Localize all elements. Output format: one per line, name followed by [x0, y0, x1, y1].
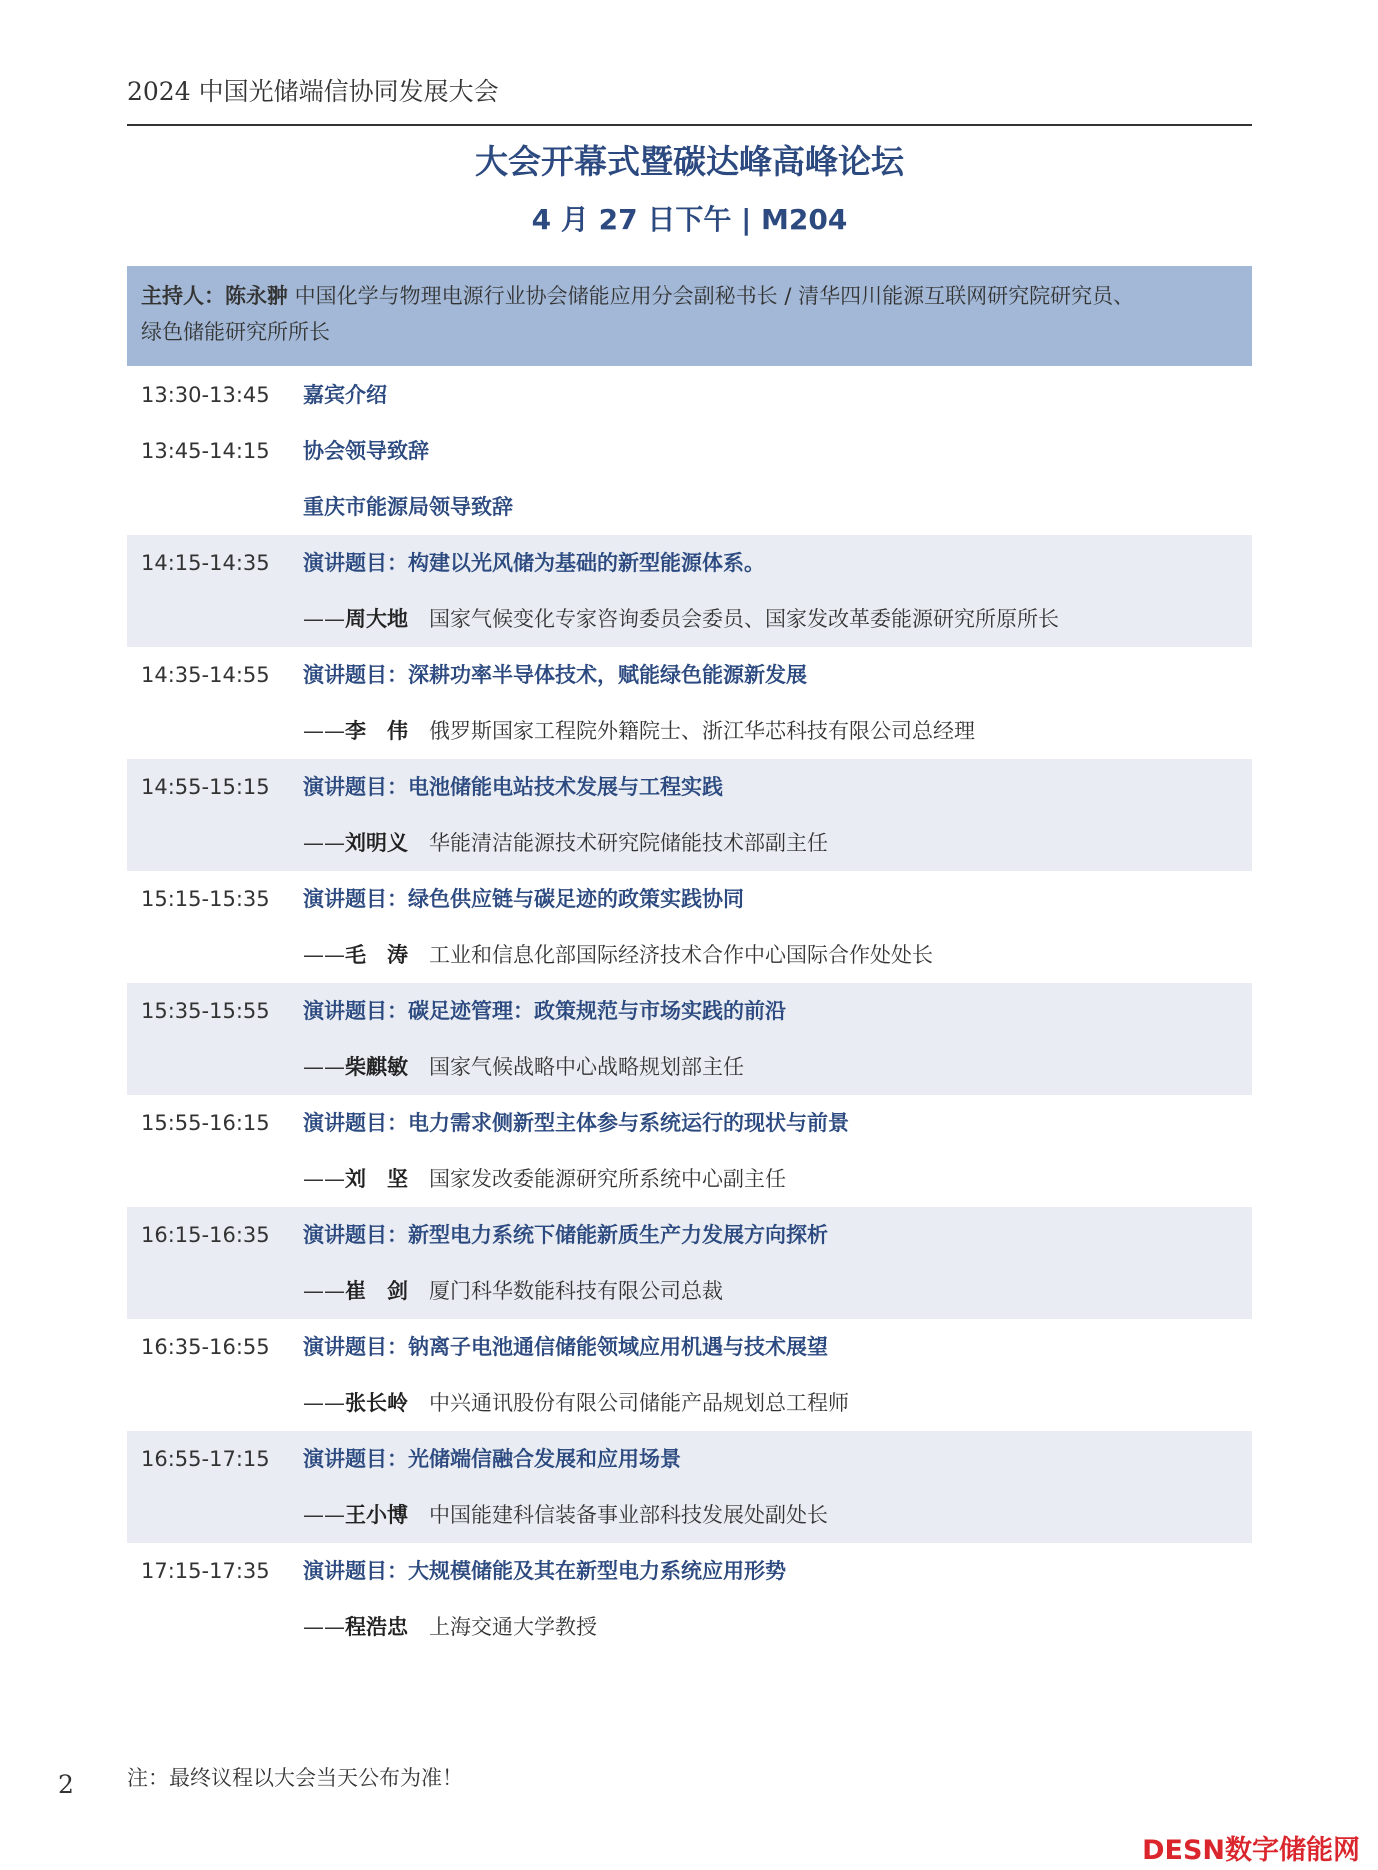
host-title-line1: 中国化学与物理电源行业协会储能应用分会副秘书长 / 清华四川能源互联网研究院研究员、 — [288, 284, 1135, 308]
agenda-row — [127, 535, 1252, 647]
agenda-topic: 演讲题目：钠离子电池通信储能领域应用机遇与技术展望 — [303, 1335, 828, 1359]
agenda-line — [127, 983, 1252, 1039]
speaker-title: 中国能建科信装备事业部科技发展处副处长 — [429, 1503, 828, 1527]
agenda-topic: 演讲题目：电力需求侧新型主体参与系统运行的现状与前景 — [303, 1111, 849, 1135]
agenda-topic: 演讲题目：新型电力系统下储能新质生产力发展方向探析 — [303, 1223, 828, 1247]
speaker-dash: —— — [303, 1391, 345, 1415]
host-label: 主持人： — [141, 284, 225, 308]
agenda-line — [127, 927, 1252, 983]
page-number: 2 — [58, 1770, 74, 1799]
speaker-dash: —— — [303, 943, 345, 967]
agenda-line — [127, 1207, 1252, 1263]
speaker-dash: —— — [303, 1615, 345, 1639]
speaker-name: 张长岭 — [345, 1391, 408, 1415]
agenda-line — [127, 871, 1252, 927]
host-name: 陈永翀 — [225, 284, 288, 308]
agenda-line — [127, 1487, 1252, 1543]
host-line-1 — [141, 278, 1238, 314]
speaker-dash: —— — [303, 607, 345, 631]
agenda-line — [127, 535, 1252, 591]
agenda-row — [127, 1431, 1252, 1543]
agenda-line — [127, 1599, 1252, 1655]
agenda-row — [127, 1319, 1252, 1431]
agenda-line — [127, 703, 1252, 759]
speaker-title: 工业和信息化部国际经济技术合作中心国际合作处处长 — [429, 943, 933, 967]
agenda-time: 15:55-16:15 — [141, 1111, 270, 1135]
agenda-time: 15:35-15:55 — [141, 999, 270, 1023]
speaker-name: 程浩忠 — [345, 1615, 408, 1639]
agenda-topic: 演讲题目：电池储能电站技术发展与工程实践 — [303, 775, 723, 799]
agenda-row — [127, 871, 1252, 983]
agenda-line — [127, 759, 1252, 815]
speaker-dash: —— — [303, 831, 345, 855]
speaker-name: 崔 剑 — [345, 1279, 408, 1303]
agenda-list — [127, 367, 1252, 1655]
speaker-dash: —— — [303, 1503, 345, 1527]
speaker-title: 上海交通大学教授 — [429, 1615, 597, 1639]
agenda-line — [127, 1095, 1252, 1151]
speaker-dash: —— — [303, 1279, 345, 1303]
agenda-line — [127, 1431, 1252, 1487]
agenda-line — [127, 815, 1252, 871]
agenda-line — [127, 1263, 1252, 1319]
speaker-name: 刘明义 — [345, 831, 408, 855]
agenda-time: 14:15-14:35 — [141, 551, 270, 575]
agenda-topic: 演讲题目：碳足迹管理：政策规范与市场实践的前沿 — [303, 999, 786, 1023]
speaker-dash: —— — [303, 1167, 345, 1191]
speaker-name: 李 伟 — [345, 719, 408, 743]
speaker-info — [303, 703, 975, 759]
speaker-title: 厦门科华数能科技有限公司总裁 — [429, 1279, 723, 1303]
agenda-line — [127, 647, 1252, 703]
speaker-info — [303, 1263, 723, 1319]
agenda-topic: 协会领导致辞 — [303, 439, 429, 463]
agenda-topic: 演讲题目：光储端信融合发展和应用场景 — [303, 1447, 681, 1471]
agenda-topic: 演讲题目：绿色供应链与碳足迹的政策实践协同 — [303, 887, 744, 911]
agenda-time: 14:35-14:55 — [141, 663, 270, 687]
speaker-dash: —— — [303, 719, 345, 743]
agenda-row — [127, 423, 1252, 535]
agenda-time: 13:30-13:45 — [141, 383, 270, 407]
agenda-line — [127, 591, 1252, 647]
agenda-topic: 演讲题目：深耕功率半导体技术，赋能绿色能源新发展 — [303, 663, 807, 687]
speaker-title: 国家气候战略中心战略规划部主任 — [429, 1055, 744, 1079]
speaker-info — [303, 1487, 828, 1543]
agenda-line — [127, 1151, 1252, 1207]
speaker-title: 国家发改委能源研究所系统中心副主任 — [429, 1167, 786, 1191]
agenda-row — [127, 1543, 1252, 1655]
speaker-info — [303, 1039, 744, 1095]
footer-note: 注：最终议程以大会当天公布为准！ — [127, 1766, 463, 1790]
speaker-title: 国家气候变化专家咨询委员会委员、国家发改革委能源研究所原所长 — [429, 607, 1059, 631]
agenda-time: 16:55-17:15 — [141, 1447, 270, 1471]
agenda-line — [127, 1375, 1252, 1431]
agenda-time: 14:55-15:15 — [141, 775, 270, 799]
header-divider — [127, 124, 1252, 126]
agenda-row — [127, 367, 1252, 423]
agenda-time: 17:15-17:35 — [141, 1559, 270, 1583]
speaker-dash: —— — [303, 1055, 345, 1079]
agenda-topic: 演讲题目：构建以光风储为基础的新型能源体系。 — [303, 551, 765, 575]
agenda-line — [127, 1319, 1252, 1375]
speaker-name: 刘 坚 — [345, 1167, 408, 1191]
speaker-title: 中兴通讯股份有限公司储能产品规划总工程师 — [429, 1391, 849, 1415]
speaker-name: 毛 涛 — [345, 943, 408, 967]
speaker-name: 王小博 — [345, 1503, 408, 1527]
speaker-info — [303, 1151, 786, 1207]
agenda-line — [127, 367, 1252, 423]
agenda-line — [127, 423, 1252, 479]
speaker-info — [303, 1375, 849, 1431]
speaker-title: 俄罗斯国家工程院外籍院士、浙江华芯科技有限公司总经理 — [429, 719, 975, 743]
agenda-line — [127, 1543, 1252, 1599]
agenda-topic: 演讲题目：大规模储能及其在新型电力系统应用形势 — [303, 1559, 786, 1583]
host-line-2: 绿色储能研究所所长 — [141, 320, 330, 344]
agenda-line — [127, 1039, 1252, 1095]
session-subtitle: 4 月 27 日下午 | M204 — [531, 203, 848, 236]
agenda-time: 13:45-14:15 — [141, 439, 270, 463]
agenda-row — [127, 1095, 1252, 1207]
speaker-title: 华能清洁能源技术研究院储能技术部副主任 — [429, 831, 828, 855]
agenda-row — [127, 647, 1252, 759]
agenda-time: 16:35-16:55 — [141, 1335, 270, 1359]
speaker-name: 柴麒敏 — [345, 1055, 408, 1079]
agenda-time: 15:15-15:35 — [141, 887, 270, 911]
agenda-line — [127, 479, 1252, 535]
speaker-name: 周大地 — [345, 607, 408, 631]
agenda-topic: 重庆市能源局领导致辞 — [303, 495, 513, 519]
session-title: 大会开幕式暨碳达峰高峰论坛 — [475, 142, 904, 181]
speaker-info — [303, 1599, 597, 1655]
watermark-logo: DESN数字储能网 — [1142, 1835, 1360, 1866]
speaker-info — [303, 815, 828, 871]
speaker-info — [303, 591, 1059, 647]
agenda-topic: 嘉宾介绍 — [303, 383, 387, 407]
speaker-info — [303, 927, 933, 983]
agenda-row — [127, 983, 1252, 1095]
agenda-time: 16:15-16:35 — [141, 1223, 270, 1247]
agenda-row — [127, 759, 1252, 871]
header-title: 2024 中国光储端信协同发展大会 — [127, 77, 499, 106]
agenda-row — [127, 1207, 1252, 1319]
host-box — [127, 266, 1252, 366]
